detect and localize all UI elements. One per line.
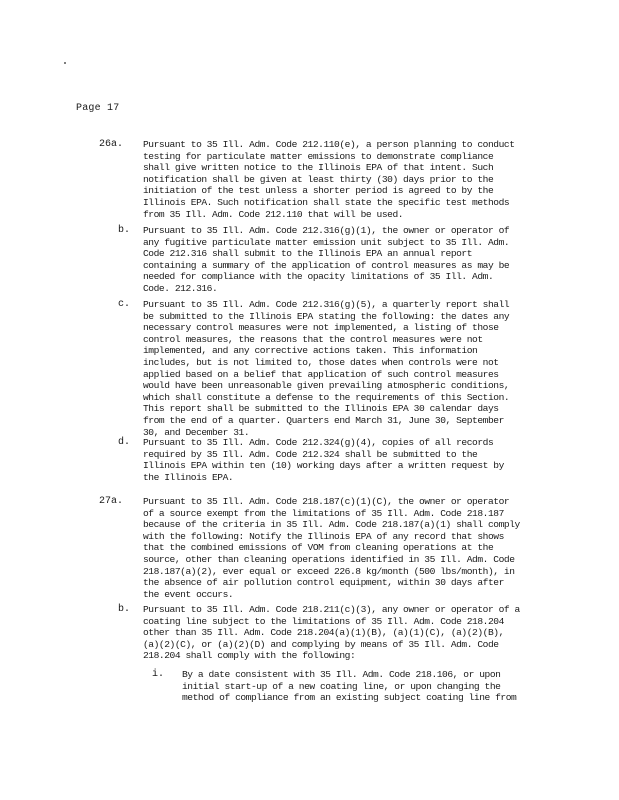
paragraph-26b: Pursuant to 35 Ill. Adm. Code 212.316(g)(1), the owner or operator of any fugitive particulate matter emission unit subject to 35 Ill. Adm. Code 212.316 shall submit to the Illinois EPA an annual report containing a summary of the application of control measures as may be needed for compliance with the opacity limitations of 35 Ill. Adm. Code. 212.316.: [143, 225, 510, 294]
item-label-27a: 27a.: [99, 496, 124, 507]
item-label-26d: d.: [118, 437, 131, 448]
scan-speck: [64, 62, 66, 64]
paragraph-27b: Pursuant to 35 Ill. Adm. Code 218.211(c)(3), any owner or operator of a coating line subject to the limitations of 35 Ill. Adm. Code 218.204 other than 35 Ill. Adm. Code 218.204(a)(1)(B), (a)(1)(C), (a)(2)(B), (a)(2)(C), or (a)(2)(D) and complying by means of 35 Ill. Adm. Code 218.204 shall comply with the following:: [143, 604, 520, 662]
paragraph-27a: Pursuant to 35 Ill. Adm. Code 218.187(c)(1)(C), the owner or operator of a source exempt from the limitations of 35 Ill. Adm. Code 218.187 because of the criteria in 35 Ill. Adm. Code 218.187(a)(1) shall comply with the following: Notify the Illinois EPA of any record that shows that the combined emissions of VOM from cleaning operations at the source, other than cleaning operations identified in 35 Ill. Adm. Code 218.187(a)(2), ever equal or exceed 226.8 kg/month (500 lbs/month), in the absence of air pollution control equipment, within 30 days after the event occurs.: [143, 496, 520, 600]
item-label-26b: b.: [118, 225, 131, 236]
paragraph-26c: Pursuant to 35 Ill. Adm. Code 212.316(g)(5), a quarterly report shall be submitted to the Illinois EPA stating the following: the dates any necessary control measures were not implemented, a listing of those control measures, the reasons that the control measures were not implemented, and any corrective actions taken. This information includes, but is not limited to, those dates when controls were not applied based on a belief that application of such control measures would have been unreasonable given prevailing atmospheric conditions, which shall constitute a defense to the requirements of this Section. This report shall be submitted to the Illinois EPA 30 calendar days from the end of a quarter. Quarters end March 31, June 30, September 30, and December 31.: [143, 299, 510, 438]
paragraph-26d: Pursuant to 35 Ill. Adm. Code 212.324(g)(4), copies of all records required by 35 Ill. Adm. Code 212.324 shall be submitted to the Illinois EPA within ten (10) working days after a written request by the Illinois EPA.: [143, 437, 504, 483]
item-label-26a: 26a.: [99, 139, 124, 150]
paragraph-26a: Pursuant to 35 Ill. Adm. Code 212.110(e), a person planning to conduct testing for particulate matter emissions to demonstrate compliance shall give written notice to the Illinois EPA of that intent. Such notification shall be given at least thirty (30) days prior to the initiation of the test unless a shorter period is agreed to by the Illinois EPA. Such notification shall state the specific test methods from 35 Ill. Adm. Code 212.110 that will be used.: [143, 139, 515, 220]
subparagraph-i: By a date consistent with 35 Ill. Adm. Code 218.106, or upon initial start-up of a new coating line, or upon changing the method of compliance from an existing subject coating line from: [182, 669, 517, 704]
item-label-26c: c.: [118, 299, 131, 310]
subitem-label-i: i.: [152, 669, 165, 680]
item-label-27b: b.: [118, 604, 131, 615]
page-number: Page 17: [76, 103, 120, 114]
